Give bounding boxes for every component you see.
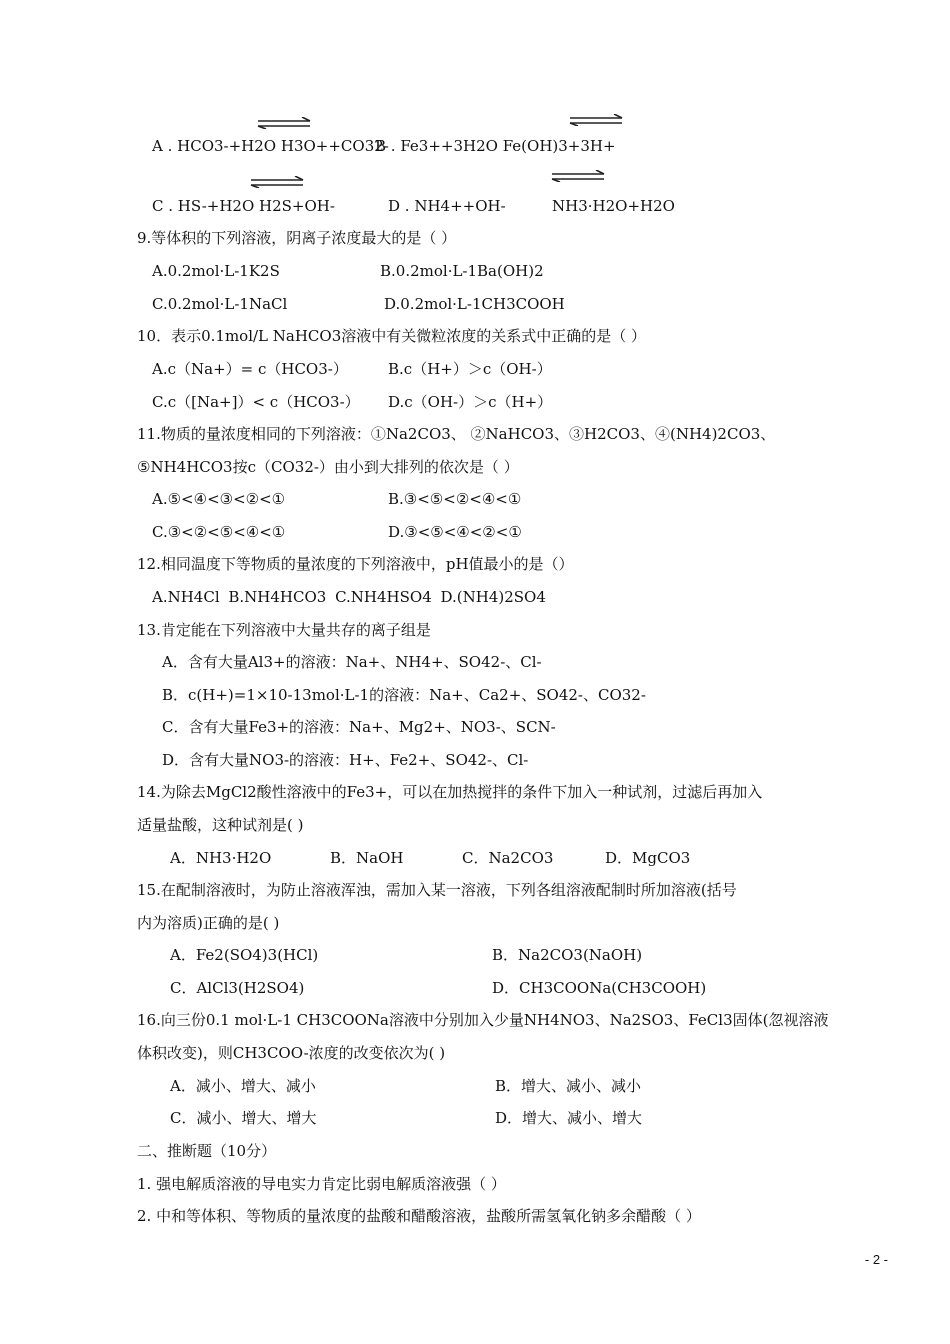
q15-option-c: C．AlCl3(H2SO4) (170, 979, 305, 997)
q11-option-a: A.⑤<④<③<②<① (152, 490, 286, 508)
q11-stem-cont: ⑤NH4HCO3按c（CO32-）由小到大排列的依次是（ ） (137, 458, 519, 476)
q15-option-b: B．Na2CO3(NaOH) (492, 946, 643, 964)
judgement-1: 1. 强电解质溶液的导电实力肯定比弱电解质溶液强（ ） (137, 1175, 506, 1193)
q8-option-d: D . NH4++OH- (388, 197, 506, 215)
q13-option-d: D．含有大量NO3-的溶液：H+、Fe2+、SO42-、Cl- (162, 751, 529, 769)
judgement-2: 2. 中和等体积、等物质的量浓度的盐酸和醋酸溶液，盐酸所需氢氧化钠多余醋酸（ ） (137, 1207, 701, 1225)
equilibrium-arrow-icon (550, 170, 606, 182)
q12-options: A.NH4Cl B.NH4HCO3 C.NH4HSO4 D.(NH4)2SO4 (152, 588, 546, 606)
q12-stem: 12.相同温度下等物质的量浓度的下列溶液中，pH值最小的是（） (137, 555, 574, 573)
q11-option-d: D.③<⑤<④<②<① (388, 523, 522, 541)
q15-option-a: A．Fe2(SO4)3(HCl) (170, 946, 319, 964)
q16-stem: 16.向三份0.1 mol·L-1 CH3COONa溶液中分别加入少量NH4NO3、Na2SO3、FeCl3固体(忽视溶液 (137, 1011, 829, 1029)
equilibrium-arrow-icon (249, 176, 305, 188)
q10-option-b: B.c（H+）＞c（OH-） (388, 360, 552, 378)
q15-stem-cont: 内为溶质)正确的是( ) (137, 914, 280, 932)
q8-option-a: A . HCO3-+H2O H3O++CO32- (152, 137, 389, 155)
q9-option-c: C.0.2mol·L-1NaCl (152, 295, 288, 313)
q14-option-d: D．MgCO3 (605, 849, 691, 867)
q15-option-d: D．CH3COONa(CH3COOH) (492, 979, 707, 997)
q10-option-d: D.c（OH-）＞c（H+） (388, 393, 553, 411)
q16-option-b: B．增大、减小、减小 (495, 1077, 642, 1095)
q9-option-a: A.0.2mol·L-1K2S (152, 262, 280, 280)
q16-option-c: C．减小、增大、增大 (170, 1109, 317, 1127)
q14-stem: 14.为除去MgCl2酸性溶液中的Fe3+，可以在加热搅拌的条件下加入一种试剂，过滤后再加入 (137, 783, 763, 801)
q14-stem-cont: 适量盐酸，这种试剂是( ) (137, 816, 304, 834)
q16-option-d: D．增大、减小、增大 (495, 1109, 643, 1127)
equilibrium-arrow-icon (256, 117, 312, 129)
q11-option-c: C.③<②<⑤<④<① (152, 523, 286, 541)
q16-stem-cont: 体积改变)，则CH3COO-浓度的改变依次为( ) (137, 1044, 446, 1062)
q14-option-b: B．NaOH (330, 849, 404, 867)
q9-stem: 9.等体积的下列溶液，阴离子浓度最大的是（ ） (137, 229, 457, 247)
q13-option-a: A．含有大量Al3+的溶液：Na+、NH4+、SO42-、Cl- (162, 653, 542, 671)
q10-option-c: C.c（[Na+]）< c（HCO3-） (152, 393, 360, 411)
q11-option-b: B.③<⑤<②<④<① (388, 490, 522, 508)
q8-option-c: C . HS-+H2O H2S+OH- (152, 197, 335, 215)
q13-stem: 13.肯定能在下列溶液中大量共存的离子组是 (137, 621, 431, 639)
q9-option-d: D.0.2mol·L-1CH3COOH (384, 295, 565, 313)
q10-option-a: A.c（Na+）= c（HCO3-） (152, 360, 348, 378)
q8-option-b: B . Fe3++3H2O Fe(OH)3+3H+ (375, 137, 616, 155)
q14-option-c: C．Na2CO3 (462, 849, 554, 867)
equilibrium-arrow-icon (568, 114, 624, 126)
q9-option-b: B.0.2mol·L-1Ba(OH)2 (380, 262, 544, 280)
page-number: - 2 - (864, 1252, 888, 1267)
q13-option-c: C．含有大量Fe3+的溶液：Na+、Mg2+、NO3-、SCN- (162, 718, 556, 736)
q15-stem: 15.在配制溶液时，为防止溶液浑浊，需加入某一溶液，下列各组溶液配制时所加溶液(括号 (137, 881, 737, 899)
q14-option-a: A．NH3·H2O (170, 849, 272, 867)
q8-option-d-product: NH3·H2O+H2O (552, 197, 675, 215)
q11-stem: 11.物质的量浓度相同的下列溶液：①Na2CO3、 ②NaHCO3、③H2CO3、④(NH4)2CO3、 (137, 425, 776, 443)
q10-stem: 10．表示0.1mol/L NaHCO3溶液中有关微粒浓度的关系式中正确的是（ ） (137, 327, 647, 345)
section-title: 二、推断题（10分） (137, 1142, 277, 1160)
q13-option-b: B．c(H+)=1×10-13mol·L-1的溶液：Na+、Ca2+、SO42-、CO32- (162, 686, 646, 704)
q16-option-a: A．减小、增大、减小 (170, 1077, 316, 1095)
